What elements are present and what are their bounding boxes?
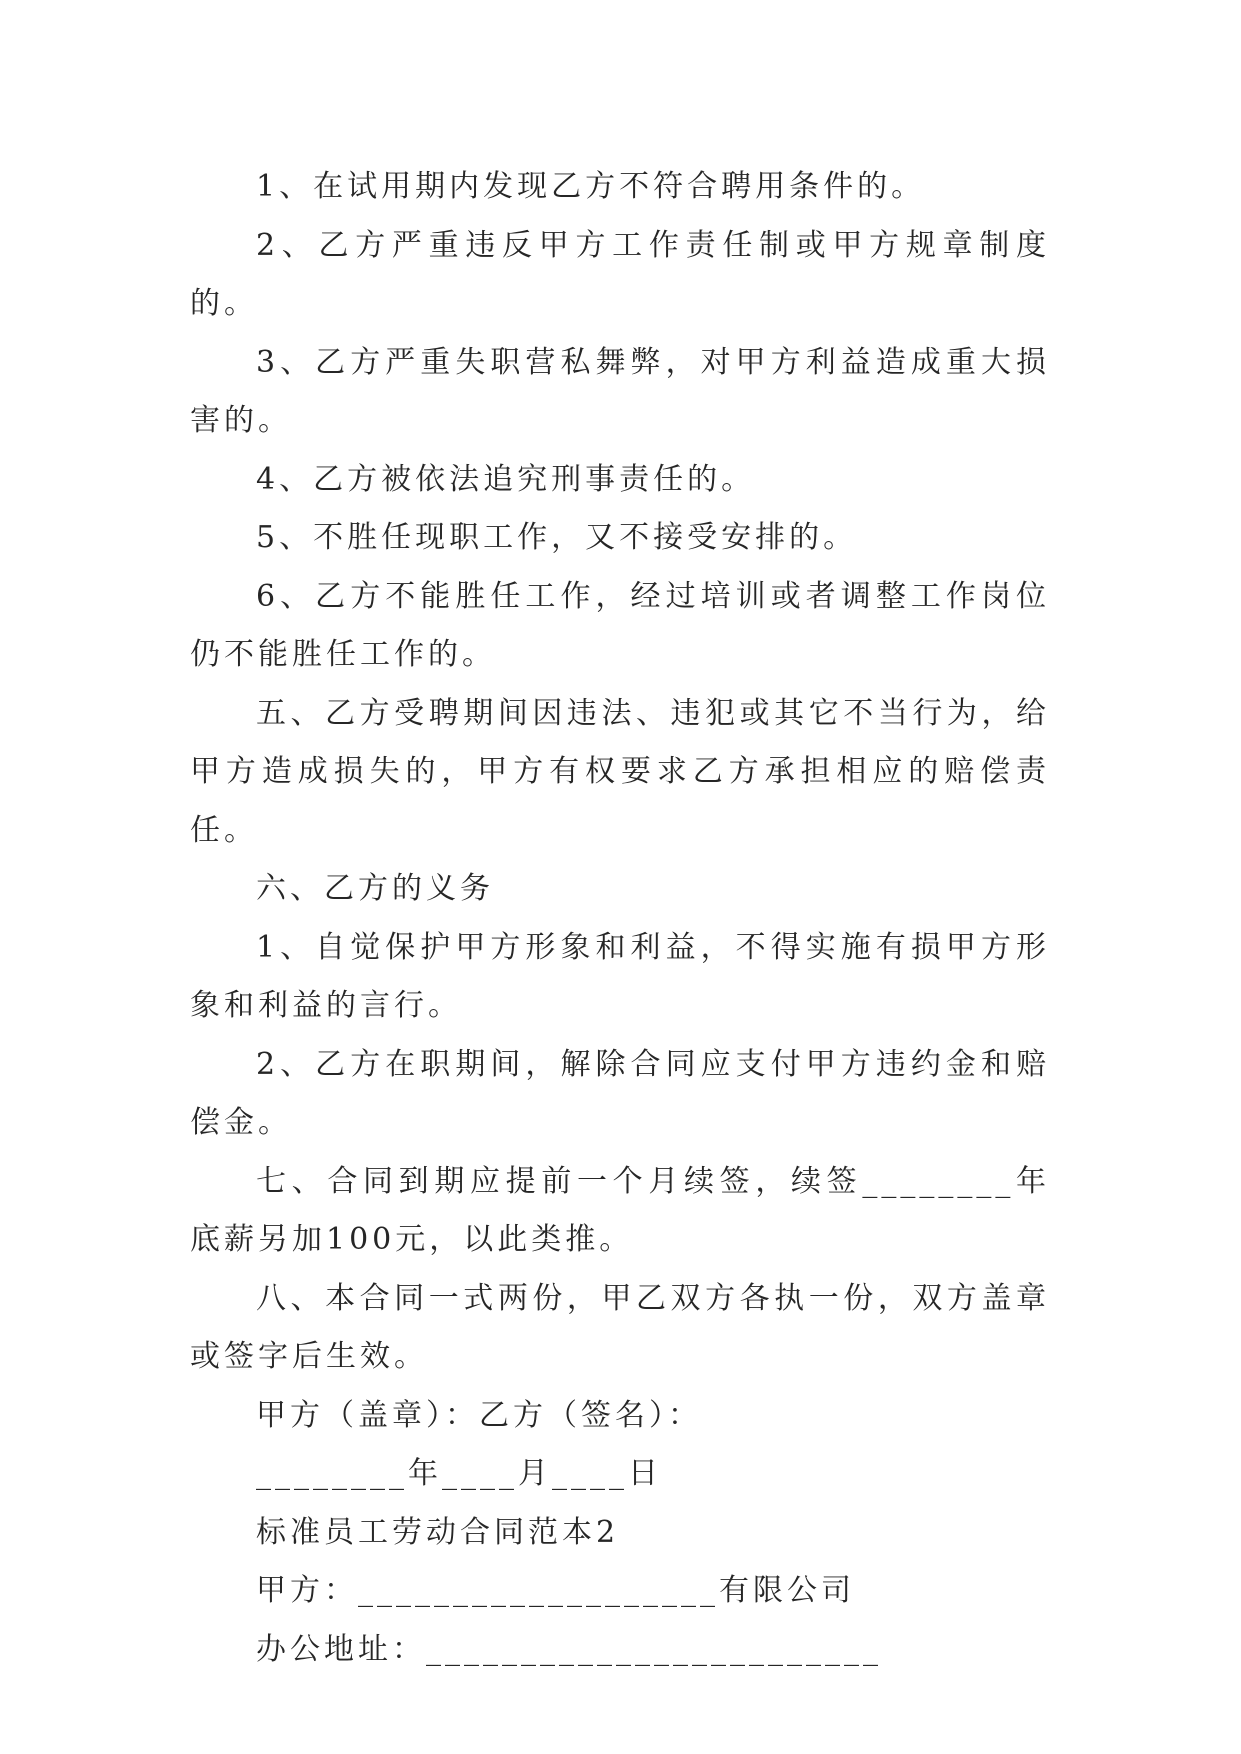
contract-title-2: 标准员工劳动合同范本2 — [256, 1514, 620, 1550]
document-body — [190, 158, 1050, 1679]
paragraph-clause-4: 4、乙方被依法追究刑事责任的。 — [256, 461, 756, 497]
paragraph-duty-1: 1、自觉保护甲方形象和利益，不得实施有损甲方形象和利益的言行。 — [190, 929, 1050, 1023]
signature-line: 甲方（盖章）：乙方（签名）： — [256, 1397, 702, 1433]
paragraph-duty-2: 2、乙方在职期间，解除合同应支付甲方违约金和赔偿金。 — [190, 1046, 1050, 1140]
date-line: ________年____月____日 — [256, 1456, 662, 1491]
paragraph-section-5: 五、乙方受聘期间因违法、违犯或其它不当行为，给甲方造成损失的，甲方有权要求乙方承担相应的赔偿责任。 — [190, 695, 1050, 848]
paragraph-clause-6: 6、乙方不能胜任工作，经过培训或者调整工作岗位仍不能胜任工作的。 — [190, 578, 1050, 672]
paragraph-section-8: 八、本合同一式两份，甲乙双方各执一份，双方盖章或签字后生效。 — [190, 1280, 1050, 1374]
paragraph-clause-3: 3、乙方严重失职营私舞弊，对甲方利益造成重大损害的。 — [190, 344, 1050, 438]
party-a-line: 甲方：___________________有限公司 — [256, 1573, 855, 1608]
office-address-line: 办公地址：________________________ — [256, 1631, 882, 1667]
paragraph-clause-1: 1、在试用期内发现乙方不符合聘用条件的。 — [256, 169, 926, 204]
paragraph-clause-5: 5、不胜任现职工作，又不接受安排的。 — [256, 520, 858, 555]
section-heading-6: 六、乙方的义务 — [256, 871, 494, 906]
paragraph-section-7: 七、合同到期应提前一个月续签，续签________年底薪另加100元，以此类推。 — [190, 1163, 1050, 1257]
paragraph-clause-2: 2、乙方严重违反甲方工作责任制或甲方规章制度的。 — [190, 227, 1050, 321]
